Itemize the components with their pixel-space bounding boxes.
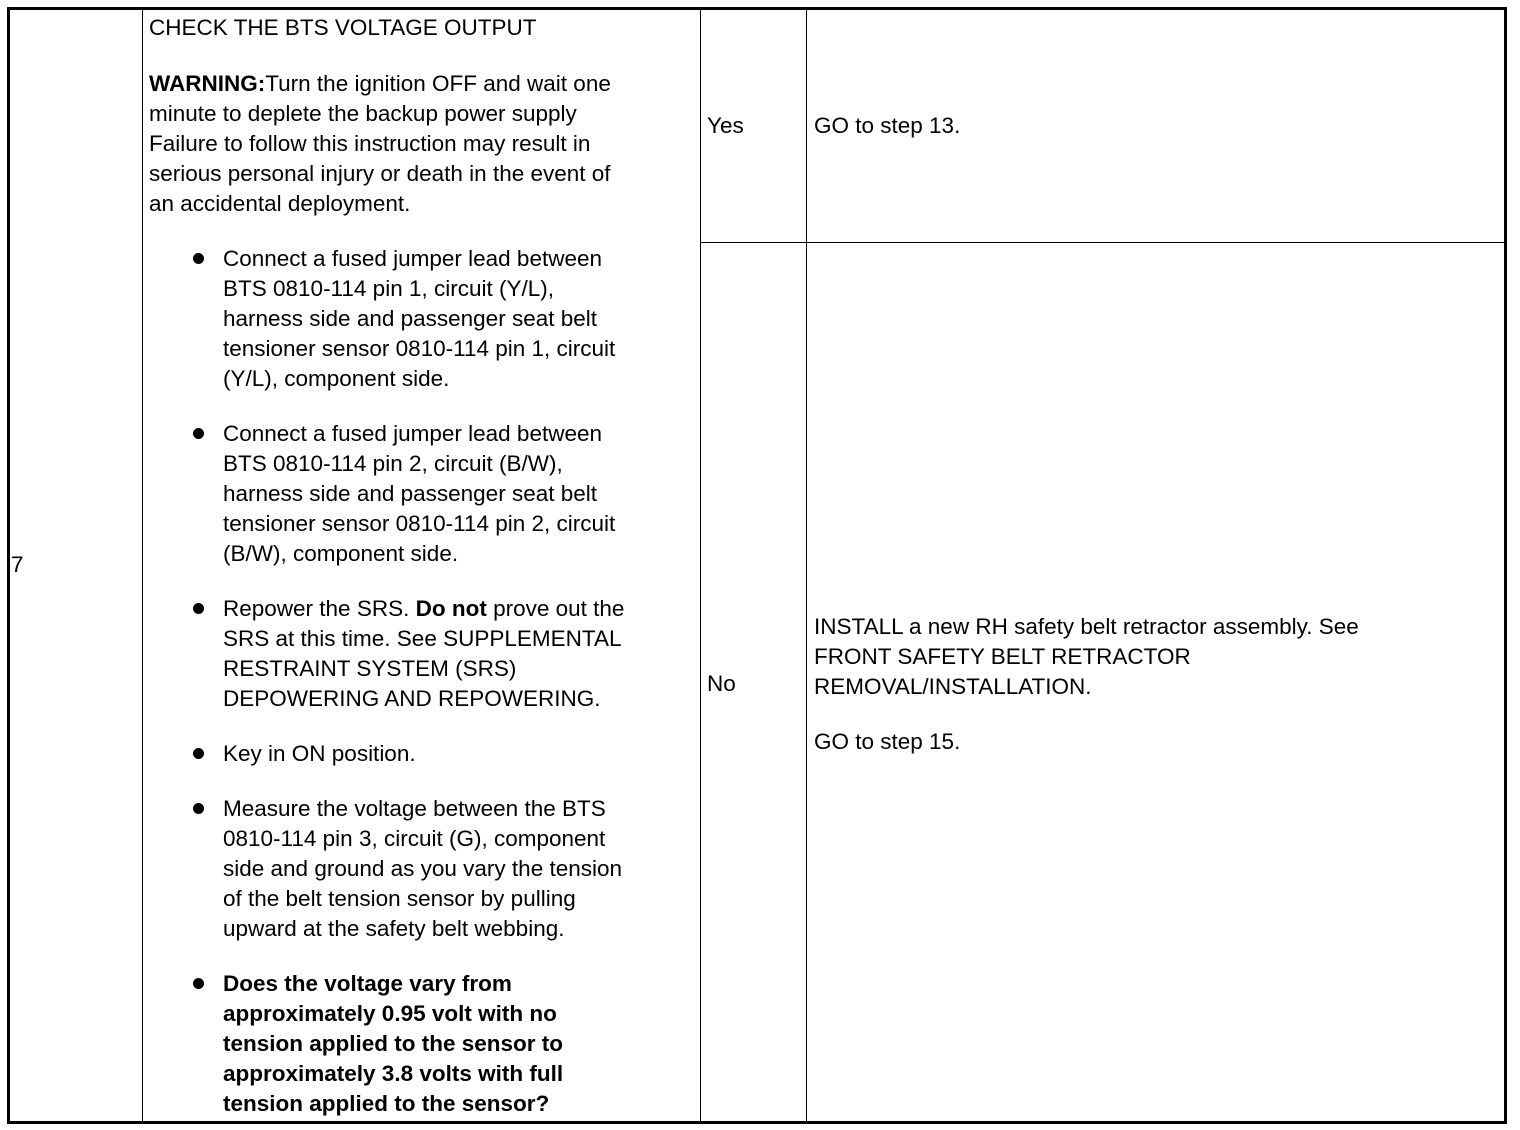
bullet-icon [193,253,204,264]
question-line: Does the voltage vary from [223,971,512,996]
column-divider [806,10,807,1121]
result-yes-action: GO to step 13. [814,113,961,138]
action-line: REMOVAL/INSTALLATION. [814,674,1092,699]
instruction-line: side and ground as you vary the tension [223,856,623,881]
goto-line: GO to step 15. [814,729,961,754]
instruction-line: Connect a fused jumper lead between [223,246,602,271]
instruction-line: Key in ON position. [223,741,416,766]
instruction-line: harness side and passenger seat belt [223,306,597,331]
step-number: 7 [11,552,24,577]
warning-line: an accidental deployment. [149,191,411,216]
question-line: approximately 0.95 volt with no [223,1001,557,1026]
column-divider [142,10,143,1121]
action-line: FRONT SAFETY BELT RETRACTOR [814,644,1191,669]
emphasis-text: Do not [415,596,487,621]
instruction-line: harness side and passenger seat belt [223,481,597,506]
action-line: INSTALL a new RH safety belt retractor assembly. See [814,614,1359,639]
instruction-line: DEPOWERING AND REPOWERING. [223,686,601,711]
question-line: tension applied to the sensor? [223,1091,550,1116]
question-line: approximately 3.8 volts with full [223,1061,564,1086]
warning-line: Failure to follow this instruction may result in [149,131,591,156]
test-heading: CHECK THE BTS VOLTAGE OUTPUT [149,15,537,40]
instruction-line: tensioner sensor 0810-114 pin 1, circuit [223,336,616,361]
bullet-icon [193,803,204,814]
bullet-icon [193,428,204,439]
warning-line: WARNING:Turn the ignition OFF and wait one [149,71,611,96]
result-yes-label: Yes [707,113,744,138]
instruction-line: Repower the SRS. Do not prove out the [223,596,625,621]
question-line: tension applied to the sensor to [223,1031,564,1056]
column-divider [700,10,701,1121]
instruction-line: BTS 0810-114 pin 1, circuit (Y/L), [223,276,554,301]
warning-line: serious personal injury or death in the event of [149,161,611,186]
bullet-icon [193,748,204,759]
instruction-line: 0810-114 pin 3, circuit (G), component [223,826,606,851]
warning-label: WARNING: [149,71,266,96]
instruction-line: SRS at this time. See SUPPLEMENTAL [223,626,622,651]
row-divider [700,242,1504,243]
instruction-line: RESTRAINT SYSTEM (SRS) [223,656,517,681]
instruction-line: tensioner sensor 0810-114 pin 2, circuit [223,511,616,536]
instruction-line: of the belt tension sensor by pulling [223,886,576,911]
instruction-line: Connect a fused jumper lead between [223,421,602,446]
result-no-label: No [707,671,736,696]
instruction-line: (Y/L), component side. [223,366,450,391]
instruction-line: BTS 0810-114 pin 2, circuit (B/W), [223,451,563,476]
warning-line: minute to deplete the backup power supply [149,101,577,126]
instruction-line: Measure the voltage between the BTS [223,796,606,821]
bullet-icon [193,978,204,989]
instruction-line: (B/W), component side. [223,541,459,566]
instruction-line: upward at the safety belt webbing. [223,916,565,941]
bullet-icon [193,603,204,614]
